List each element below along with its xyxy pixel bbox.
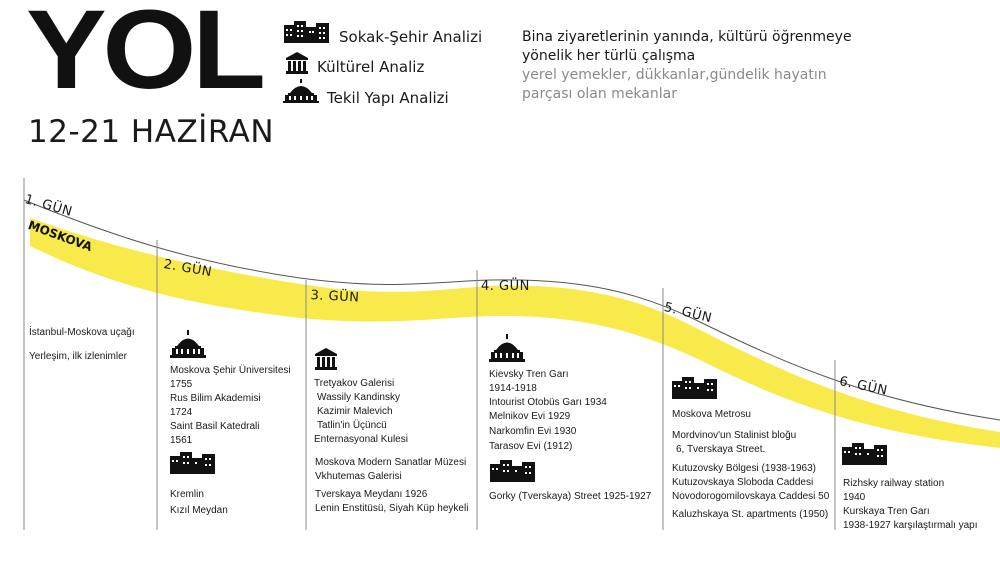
day6-column bbox=[843, 477, 978, 533]
day5-column-d bbox=[672, 508, 828, 522]
list-item: 1724 bbox=[170, 407, 193, 418]
list-item: Saint Basil Katedrali bbox=[170, 421, 260, 432]
city-label: MOSKOVA bbox=[26, 218, 95, 255]
list-item: Mordvinov'un Stalinist bloğu bbox=[672, 430, 797, 441]
list-item: Kurskaya Tren Garı bbox=[843, 506, 930, 517]
list-item: Rizhsky railway station bbox=[843, 478, 945, 489]
list-item: Rus Bilim Akademisi bbox=[170, 393, 261, 404]
list-item: Kutuzovskaya Sloboda Caddesi bbox=[672, 477, 814, 488]
day4-column-c bbox=[489, 490, 651, 504]
list-item: Tretyakov Galerisi bbox=[314, 378, 395, 389]
list-item: 1940 bbox=[843, 492, 866, 503]
list-item: Melnikov Evi 1929 bbox=[489, 411, 571, 422]
list-item: Wassily Kandinsky bbox=[317, 392, 400, 403]
list-item: Lenin Enstitüsü, Siyah Küp heykeli bbox=[315, 503, 469, 514]
day-label-3: 3. GÜN bbox=[310, 288, 360, 306]
list-item: Tverskaya Meydanı 1926 bbox=[315, 489, 428, 500]
day5-column-b bbox=[672, 429, 796, 457]
list-item: Kievsky Tren Garı bbox=[489, 369, 569, 380]
page-title: YOL bbox=[26, 0, 262, 112]
list-item: Novodorogomilovskaya Caddesi 50 bbox=[672, 491, 830, 502]
city-buildings-icon bbox=[842, 443, 888, 465]
list-item: Yerleşim, ilk izlenimler bbox=[29, 351, 127, 362]
day-label-4: 4. GÜN bbox=[481, 279, 530, 294]
day2-column bbox=[170, 364, 291, 448]
dome-building-icon bbox=[489, 334, 525, 362]
day-label-5: 5. GÜN bbox=[662, 300, 714, 327]
list-item: Kazimir Malevich bbox=[317, 406, 393, 417]
day3-column-c bbox=[315, 488, 468, 516]
list-item: Enternasyonal Kulesi bbox=[314, 434, 408, 445]
temple-icon bbox=[315, 348, 337, 370]
legend-label-building: Tekil Yapı Analizi bbox=[327, 89, 449, 107]
description-line-4: parçası olan mekanlar bbox=[522, 86, 677, 102]
list-item: Moskova Modern Sanatlar Müzesi bbox=[315, 457, 467, 468]
day5-column bbox=[672, 408, 751, 422]
list-item: Gorky (Tverskaya) Street 1925-1927 bbox=[489, 491, 652, 502]
day-label-6: 6. GÜN bbox=[837, 374, 889, 399]
list-item: Moskova Metrosu bbox=[672, 409, 751, 420]
list-item: 1755 bbox=[170, 379, 193, 390]
description-line-3: yerel yemekler, dükkanlar,gündelik hayatın bbox=[522, 67, 827, 83]
day1-column bbox=[29, 326, 135, 364]
list-item: 6, Tverskaya Street. bbox=[676, 444, 766, 455]
list-item: Tarasov Evi (1912) bbox=[489, 441, 573, 452]
day4-column-b bbox=[489, 410, 576, 454]
description-line-1: Bina ziyaretlerinin yanında, kültürü öğrenmeye bbox=[522, 29, 852, 45]
list-item: Moskova Şehir Üniversitesi bbox=[170, 365, 291, 376]
legend-label-street: Sokak-Şehir Analizi bbox=[339, 28, 483, 46]
list-item: Vkhutemas Galerisi bbox=[315, 471, 402, 482]
list-item: 1914-1918 bbox=[489, 383, 537, 394]
day3-column-b bbox=[315, 456, 466, 484]
day5-column-c bbox=[672, 462, 829, 504]
city-buildings-icon bbox=[170, 452, 216, 474]
day3-column bbox=[314, 377, 408, 447]
list-item: Kaluzhskaya St. apartments (1950) bbox=[672, 509, 829, 520]
list-item: Kızıl Meydan bbox=[170, 505, 228, 516]
list-item: Narkomfin Evi 1930 bbox=[489, 426, 577, 437]
day4-column bbox=[489, 368, 607, 410]
day-label-2: 2. GÜN bbox=[162, 257, 214, 281]
legend-label-cultural: Kültürel Analiz bbox=[317, 58, 425, 76]
day2-column-b bbox=[170, 488, 228, 518]
list-item: Intourist Otobüs Garı 1934 bbox=[489, 397, 607, 408]
list-item: Kremlin bbox=[170, 489, 204, 500]
city-buildings-icon bbox=[672, 377, 718, 399]
list-item: Tatlin'in Üçüncü bbox=[317, 420, 387, 431]
dome-building-icon bbox=[170, 330, 206, 358]
list-item: 1938-1927 karşılaştırmalı yapı bbox=[843, 520, 978, 531]
city-buildings-icon bbox=[490, 460, 536, 482]
date-range: 12-21 HAZİRAN bbox=[28, 114, 275, 150]
list-item: İstanbul-Moskova uçağı bbox=[29, 327, 135, 338]
list-item: 1561 bbox=[170, 435, 193, 446]
day-label-1: 1. GÜN bbox=[22, 192, 74, 220]
list-item: Kutuzovsky Bölgesi (1938-1963) bbox=[672, 463, 816, 474]
description-line-2: yönelik her türlü çalışma bbox=[522, 48, 696, 64]
